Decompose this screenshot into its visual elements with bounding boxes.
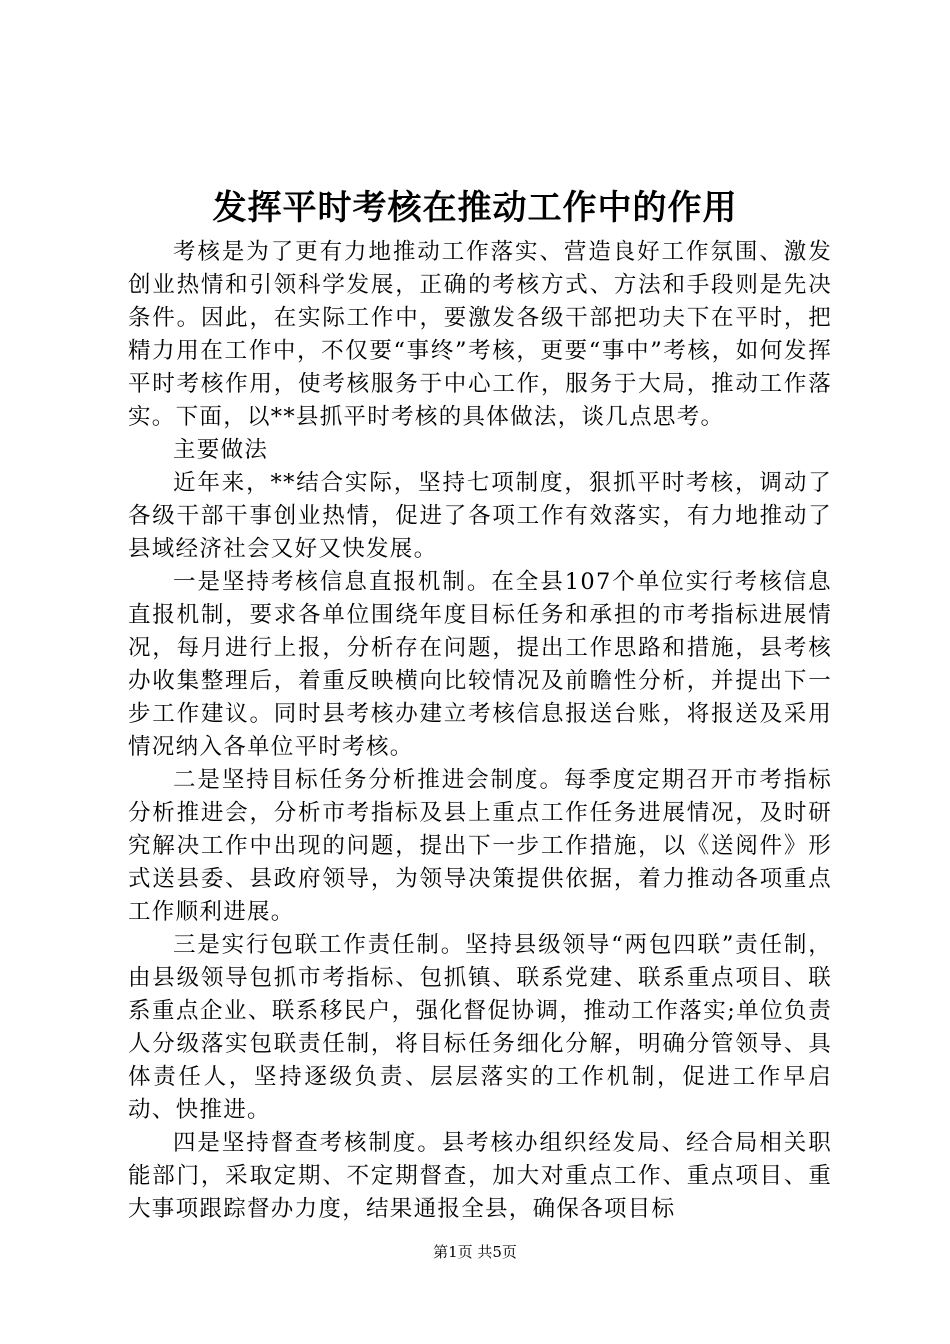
page-footer: 第1页 共5页 bbox=[433, 1243, 517, 1261]
document-body bbox=[128, 236, 832, 1226]
paragraph-point-4: 四是坚持督查考核制度。县考核办组织经发局、经合局相关职能部门，采取定期、不定期督查，加大对重点工作、重点项目、重大事项跟踪督办力度，结果通报全县，确保各项目标 bbox=[128, 1130, 832, 1222]
paragraph-point-3: 三是实行包联工作责任制。坚持县级领导“两包四联”责任制，由县级领导包抓市考指标、包抓镇、联系党建、联系重点项目、联系重点企业、联系移民户，强化督促协调，推动工作落实;单位负责人分级落实包联责任制，将目标任务细化分解，明确分管领导、具体责任人，坚持逐级负责、层层落实的工作机制，促进工作早启动、快推进。 bbox=[128, 932, 832, 1123]
paragraph-point-2: 二是坚持目标任务分析推进会制度。每季度定期召开市考指标分析推进会，分析市考指标及县上重点工作任务进展情况，及时研究解决工作中出现的问题，提出下一步工作措施，以《送阅件》形式送县委、县政府领导，为领导决策提供依据，着力推动各项重点工作顺利进展。 bbox=[128, 767, 832, 925]
section-heading: 主要做法 bbox=[173, 437, 269, 463]
document-title: 发挥平时考核在推动工作中的作用 bbox=[212, 188, 738, 228]
paragraph-point-1: 一是坚持考核信息直报机制。在全县107个单位实行考核信息直报机制，要求各单位围绕年度目标任务和承担的市考指标进展情况，每月进行上报，分析存在问题，提出工作思路和措施，县考核办收集整理后，着重反映横向比较情况及前瞻性分析，并提出下一步工作建议。同时县考核办建立考核信息报送台账，将报送及采用情况纳入各单位平时考核。 bbox=[128, 569, 832, 760]
paragraph-intro: 考核是为了更有力地推动工作落实、营造良好工作氛围、激发创业热情和引领科学发展，正确的考核方式、方法和手段则是先决条件。因此，在实际工作中，要激发各级干部把功夫下在平时，把精力用在工作中，不仅要“事终”考核，更要“事中”考核，如何发挥平时考核作用，使考核服务于中心工作，服务于大局，推动工作落实。下面，以**县抓平时考核的具体做法，谈几点思考。 bbox=[128, 239, 832, 430]
paragraph-overview: 近年来，**结合实际，坚持七项制度，狠抓平时考核，调动了各级干部干事创业热情，促进了各项工作有效落实，有力地推动了县域经济社会又好又快发展。 bbox=[128, 470, 832, 562]
